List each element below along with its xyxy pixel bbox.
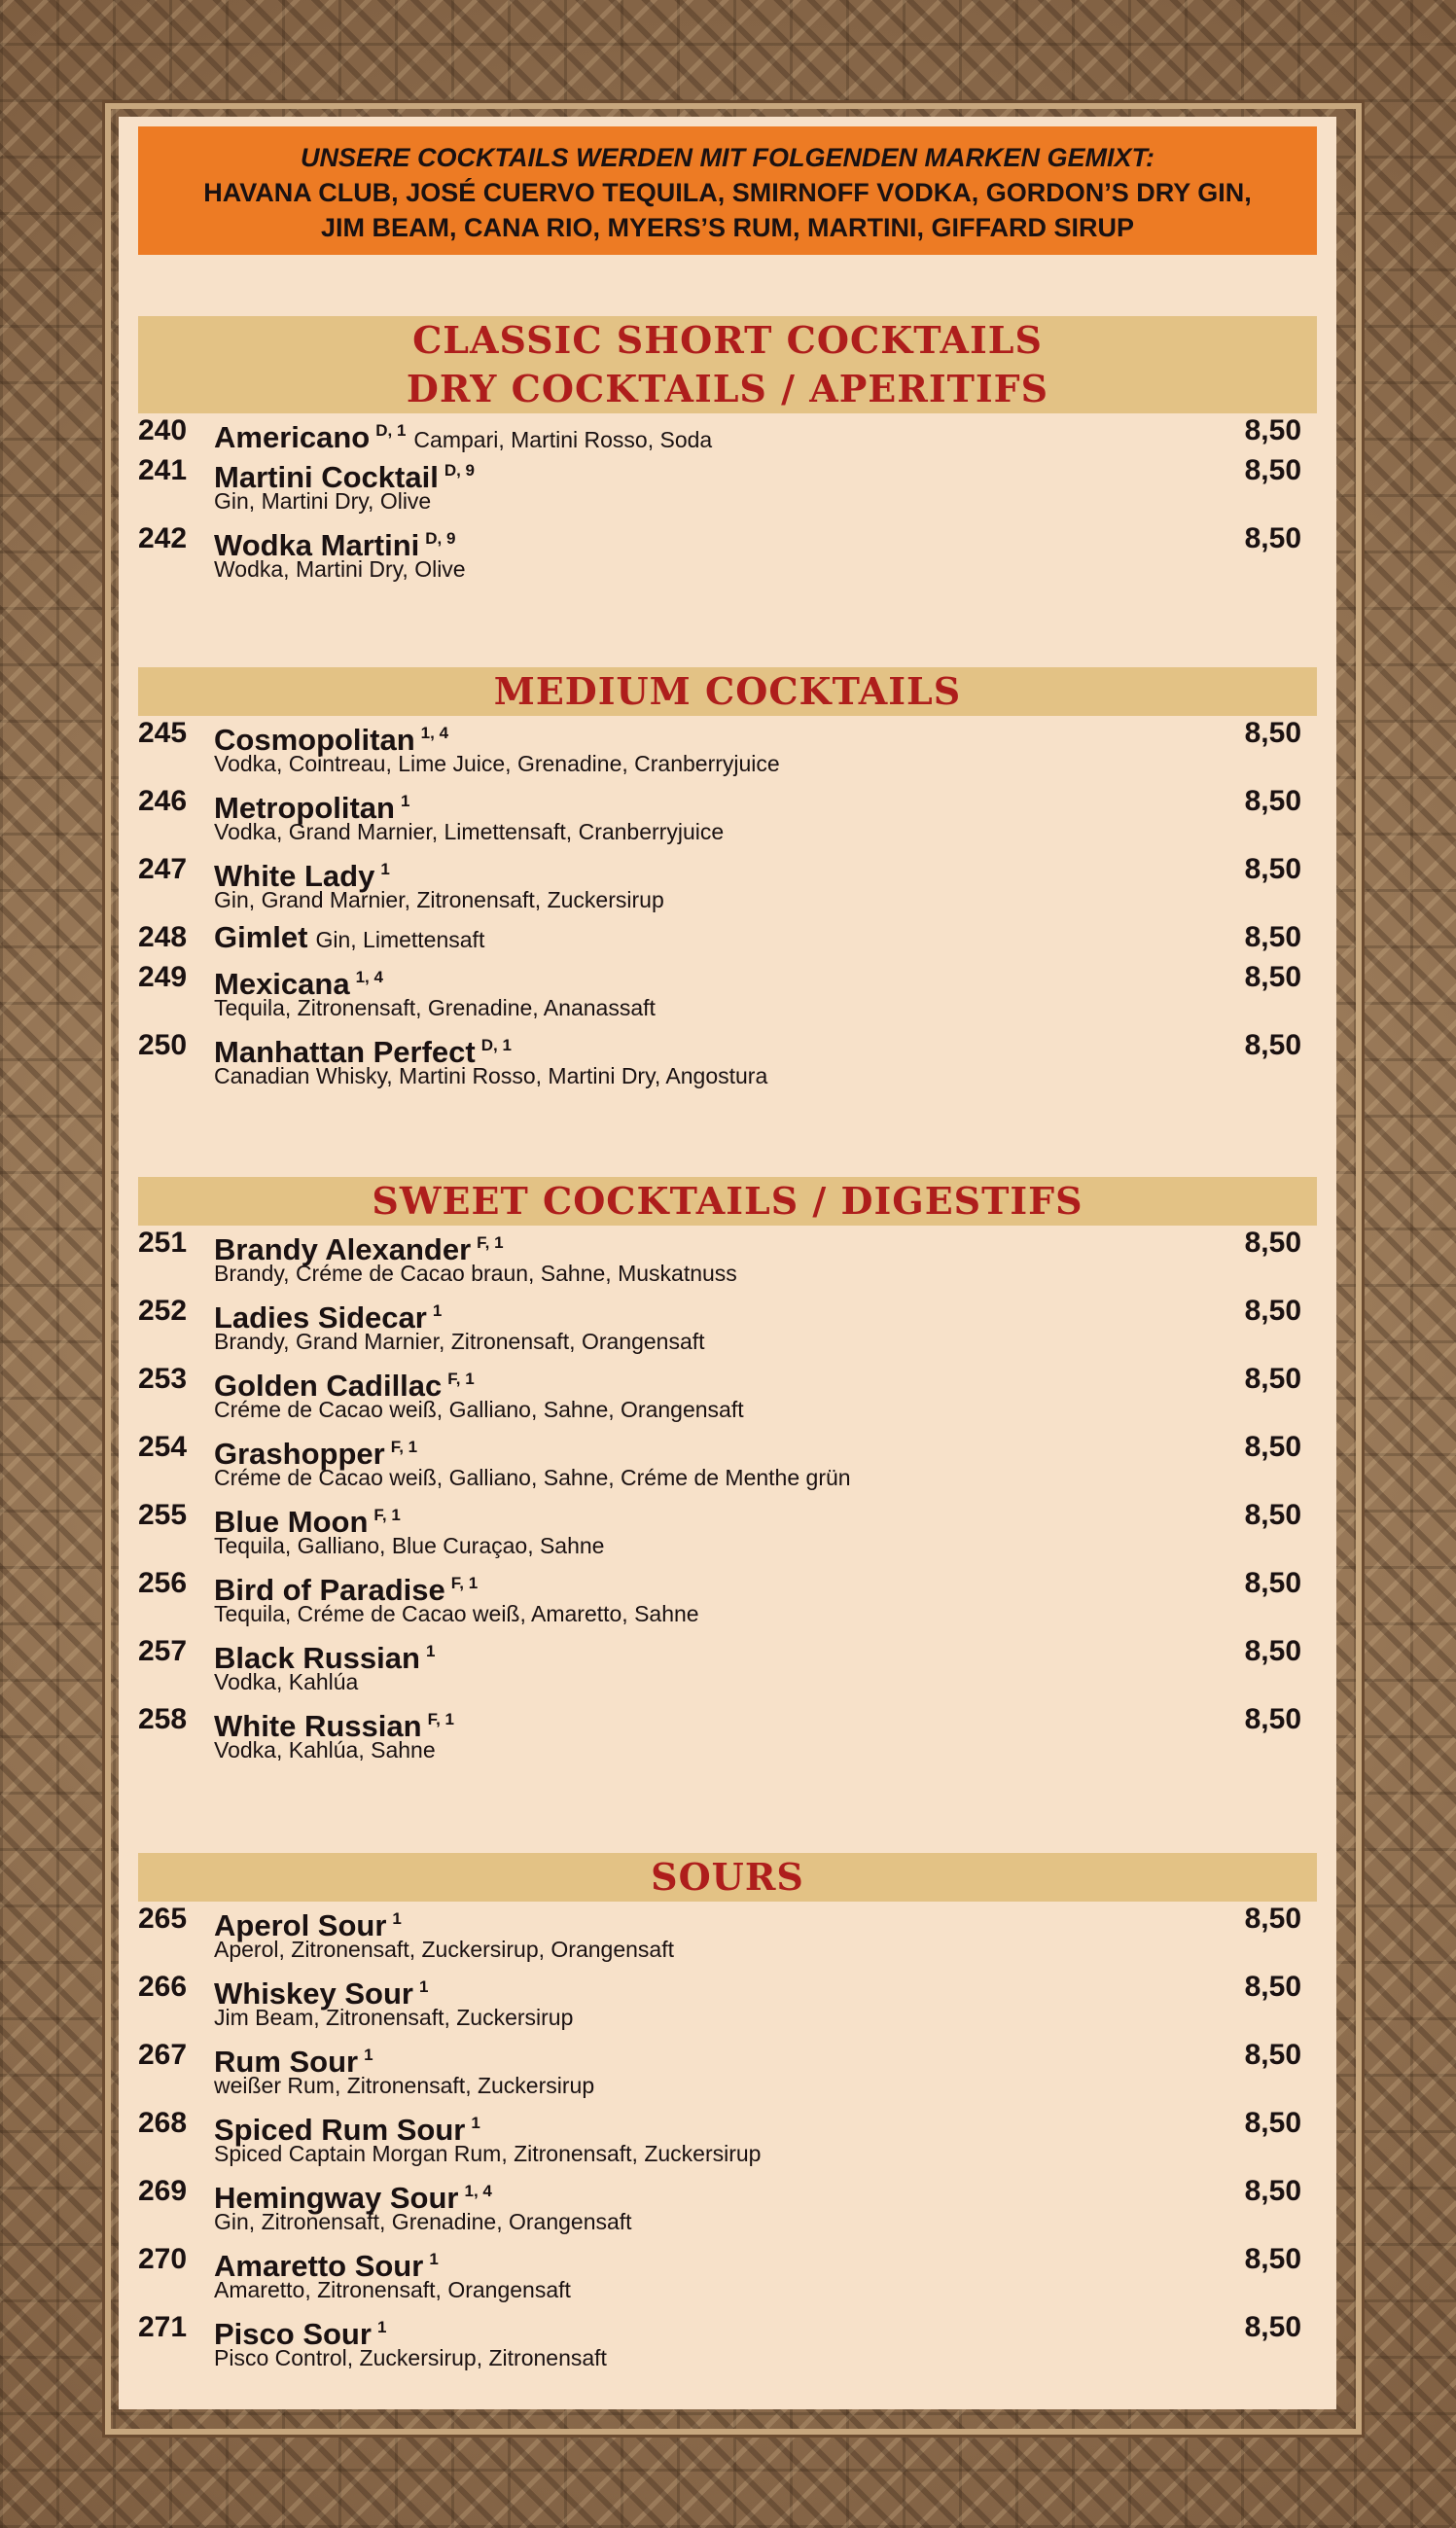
item-allergen-codes: F, 1: [450, 1574, 479, 1592]
item-name: Mexicana: [214, 967, 350, 1001]
item-name: White Russian: [214, 1709, 422, 1743]
item-allergen-codes: 1: [429, 2250, 439, 2268]
item-name: Black Russian: [214, 1641, 420, 1675]
menu-item-row: [138, 521, 1317, 589]
item-price: 8,50: [1244, 522, 1301, 554]
item-description: Créme de Cacao weiß, Galliano, Sahne, Orangensaft: [214, 1397, 744, 1422]
item-number: 265: [138, 1903, 188, 1935]
item-price: 8,50: [1244, 2039, 1301, 2071]
item-allergen-codes: F, 1: [373, 1506, 401, 1524]
item-description: Aperol, Zitronensaft, Zuckersirup, Orangensaft: [214, 1937, 674, 1962]
menu-item-row: [138, 1566, 1317, 1634]
item-description: Gin, Martini Dry, Olive: [214, 488, 432, 514]
item-price: 8,50: [1244, 1971, 1301, 2003]
menu-item-row: [138, 852, 1317, 920]
menu-item-row: [138, 2242, 1317, 2310]
menu-panel: [119, 117, 1336, 2409]
item-name: Hemingway Sour: [214, 2181, 459, 2215]
menu-item-row: [138, 2310, 1317, 2378]
menu-item-row: [138, 1970, 1317, 2038]
item-price: 8,50: [1244, 1499, 1301, 1531]
item-name: Golden Cadillac: [214, 1369, 443, 1403]
item-description: Canadian Whisky, Martini Rosso, Martini Dry, Angostura: [214, 1063, 768, 1088]
item-name: Manhattan Perfect: [214, 1035, 476, 1069]
section-title-line: DRY COCKTAILS / APERITIFS: [406, 367, 1049, 410]
item-description: weißer Rum, Zitronensaft, Zuckersirup: [214, 2073, 595, 2098]
item-number: 267: [138, 2039, 188, 2071]
item-name: Grashopper: [214, 1437, 385, 1471]
item-price: 8,50: [1244, 1903, 1301, 1935]
item-description: Tequila, Zitronensaft, Grenadine, Ananassaft: [214, 995, 656, 1020]
menu-item-row: [138, 960, 1317, 1028]
item-number: 254: [138, 1431, 188, 1463]
item-number: 253: [138, 1363, 188, 1395]
item-name: Bird of Paradise: [214, 1573, 445, 1607]
item-price: 8,50: [1244, 2175, 1301, 2207]
item-number: 256: [138, 1567, 188, 1599]
item-number: 269: [138, 2175, 188, 2207]
item-allergen-codes: 1: [419, 1977, 429, 1996]
item-name: White Lady: [214, 859, 375, 893]
item-price: 8,50: [1244, 1703, 1301, 1735]
item-number: 270: [138, 2243, 188, 2275]
section-items: [138, 716, 1317, 1096]
item-description: Gin, Limettensaft: [315, 927, 485, 952]
section-header-medium: [138, 667, 1317, 716]
banner-line-1: UNSERE COCKTAILS WERDEN MIT FOLGENDEN MARKEN GEMIXT:: [301, 143, 1154, 172]
item-number: 246: [138, 785, 188, 817]
item-allergen-codes: 1, 4: [355, 968, 383, 986]
item-description: Vodka, Kahlúa: [214, 1669, 359, 1694]
item-number: 247: [138, 853, 188, 885]
item-allergen-codes: F, 1: [390, 1438, 418, 1456]
item-name: Amaretto Sour: [214, 2249, 424, 2283]
item-number: 240: [138, 414, 188, 446]
item-name: Aperol Sour: [214, 1908, 387, 1942]
item-name: Martini Cocktail: [214, 460, 439, 494]
item-name: Gimlet: [214, 920, 308, 954]
menu-item-row: [138, 453, 1317, 521]
menu-item-row: [138, 1028, 1317, 1096]
item-price: 8,50: [1244, 853, 1301, 885]
item-price: 8,50: [1244, 1227, 1301, 1259]
item-name: Ladies Sidecar: [214, 1300, 427, 1335]
item-price: 8,50: [1244, 961, 1301, 993]
item-allergen-codes: 1: [392, 1909, 402, 1928]
section-header-sours: [138, 1853, 1317, 1902]
menu-item-row: [138, 1294, 1317, 1362]
item-description: Vodka, Kahlúa, Sahne: [214, 1737, 436, 1762]
item-description: Tequila, Galliano, Blue Curaçao, Sahne: [214, 1533, 605, 1558]
item-price: 8,50: [1244, 717, 1301, 749]
item-name: Wodka Martini: [214, 528, 420, 562]
item-description: Pisco Control, Zuckersirup, Zitronensaft: [214, 2345, 607, 2370]
item-allergen-codes: D, 1: [480, 1036, 512, 1054]
item-price: 8,50: [1244, 921, 1301, 953]
item-price: 8,50: [1244, 1635, 1301, 1667]
item-price: 8,50: [1244, 1567, 1301, 1599]
item-name: Whiskey Sour: [214, 1976, 413, 2011]
section-title-line: SOURS: [651, 1855, 804, 1899]
menu-item-row: [138, 920, 1317, 960]
item-description: Créme de Cacao weiß, Galliano, Sahne, Créme de Menthe grün: [214, 1465, 851, 1490]
item-number: 249: [138, 961, 188, 993]
banner-line-3: JIM BEAM, CANA RIO, MYERS’S RUM, MARTINI, GIFFARD SIRUP: [320, 213, 1135, 242]
item-description: Brandy, Créme de Cacao braun, Sahne, Muskatnuss: [214, 1261, 737, 1286]
item-allergen-codes: D, 1: [375, 421, 407, 440]
item-name-line: [214, 920, 484, 961]
item-name: Americano: [214, 420, 371, 454]
item-number: 251: [138, 1227, 188, 1259]
item-number: 245: [138, 717, 188, 749]
section-title-line: CLASSIC SHORT COCKTAILS: [412, 318, 1043, 362]
item-price: 8,50: [1244, 454, 1301, 486]
item-price: 8,50: [1244, 785, 1301, 817]
item-allergen-codes: F, 1: [447, 1370, 475, 1388]
menu-item-row: [138, 2038, 1317, 2106]
item-number: 258: [138, 1703, 188, 1735]
item-number: 268: [138, 2107, 188, 2139]
item-description: Vodka, Cointreau, Lime Juice, Grenadine, Cranberryjuice: [214, 751, 780, 776]
item-allergen-codes: F, 1: [427, 1710, 454, 1728]
item-price: 8,50: [1244, 2107, 1301, 2139]
menu-item-row: [138, 1498, 1317, 1566]
item-name: Spiced Rum Sour: [214, 2113, 466, 2147]
section-items: [138, 1226, 1317, 1770]
item-price: 8,50: [1244, 1431, 1301, 1463]
item-price: 8,50: [1244, 1363, 1301, 1395]
section-items: [138, 413, 1317, 589]
item-description: Tequila, Créme de Cacao weiß, Amaretto, Sahne: [214, 1601, 699, 1626]
menu-item-row: [138, 2174, 1317, 2242]
item-description: Campari, Martini Rosso, Soda: [413, 427, 713, 452]
item-description: Spiced Captain Morgan Rum, Zitronensaft, Zuckersirup: [214, 2141, 762, 2166]
item-description: Amaretto, Zitronensaft, Orangensaft: [214, 2277, 571, 2302]
item-allergen-codes: D, 9: [425, 529, 456, 548]
menu-item-row: [138, 784, 1317, 852]
item-description: Gin, Zitronensaft, Grenadine, Orangensaft: [214, 2209, 632, 2234]
menu-item-row: [138, 716, 1317, 784]
item-number: 252: [138, 1295, 188, 1327]
item-number: 271: [138, 2311, 188, 2343]
item-allergen-codes: 1, 4: [420, 724, 449, 742]
item-allergen-codes: 1: [425, 1642, 436, 1660]
brands-banner: [138, 126, 1317, 255]
menu-item-row: [138, 1226, 1317, 1294]
menu-item-row: [138, 1902, 1317, 1970]
item-name: Brandy Alexander: [214, 1232, 472, 1266]
menu-item-row: [138, 1362, 1317, 1430]
item-name: Rum Sour: [214, 2045, 359, 2079]
banner-line-2: HAVANA CLUB, JOSÉ CUERVO TEQUILA, SMIRNOFF VODKA, GORDON’S DRY GIN,: [203, 178, 1252, 207]
item-allergen-codes: D, 9: [444, 461, 476, 480]
item-price: 8,50: [1244, 414, 1301, 446]
item-number: 241: [138, 454, 188, 486]
item-number: 250: [138, 1029, 188, 1061]
item-number: 242: [138, 522, 188, 554]
item-description: Jim Beam, Zitronensaft, Zuckersirup: [214, 2005, 574, 2030]
item-description: Gin, Grand Marnier, Zitronensaft, Zuckersirup: [214, 887, 664, 912]
item-price: 8,50: [1244, 2311, 1301, 2343]
item-price: 8,50: [1244, 1029, 1301, 1061]
menu-item-row: [138, 1430, 1317, 1498]
item-name: Cosmopolitan: [214, 723, 415, 757]
menu-item-row: [138, 413, 1317, 453]
item-allergen-codes: F, 1: [477, 1233, 504, 1252]
item-allergen-codes: 1: [471, 2114, 480, 2132]
item-number: 257: [138, 1635, 188, 1667]
section-title-line: SWEET COCKTAILS / DIGESTIFS: [372, 1179, 1083, 1223]
menu-item-row: [138, 1702, 1317, 1770]
item-name: Metropolitan: [214, 791, 395, 825]
item-allergen-codes: 1: [432, 1301, 443, 1320]
item-price: 8,50: [1244, 1295, 1301, 1327]
section-items: [138, 1902, 1317, 2378]
section-header-sweet: [138, 1177, 1317, 1226]
section-title-line: MEDIUM COCKTAILS: [493, 669, 962, 713]
item-allergen-codes: 1: [380, 860, 390, 878]
item-description: Wodka, Martini Dry, Olive: [214, 556, 466, 582]
item-name: Pisco Sour: [214, 2317, 372, 2351]
item-allergen-codes: 1: [376, 2318, 387, 2336]
item-price: 8,50: [1244, 2243, 1301, 2275]
item-description: Brandy, Grand Marnier, Zitronensaft, Orangensaft: [214, 1329, 705, 1354]
item-number: 266: [138, 1971, 188, 2003]
menu-item-row: [138, 1634, 1317, 1702]
item-allergen-codes: 1: [401, 792, 410, 810]
section-header-classic-dry: [138, 316, 1317, 413]
item-number: 248: [138, 921, 188, 953]
item-number: 255: [138, 1499, 188, 1531]
item-description: Vodka, Grand Marnier, Limettensaft, Cranberryjuice: [214, 819, 725, 844]
item-allergen-codes: 1, 4: [464, 2182, 492, 2200]
item-name: Blue Moon: [214, 1505, 369, 1539]
menu-item-row: [138, 2106, 1317, 2174]
item-allergen-codes: 1: [364, 2046, 373, 2064]
